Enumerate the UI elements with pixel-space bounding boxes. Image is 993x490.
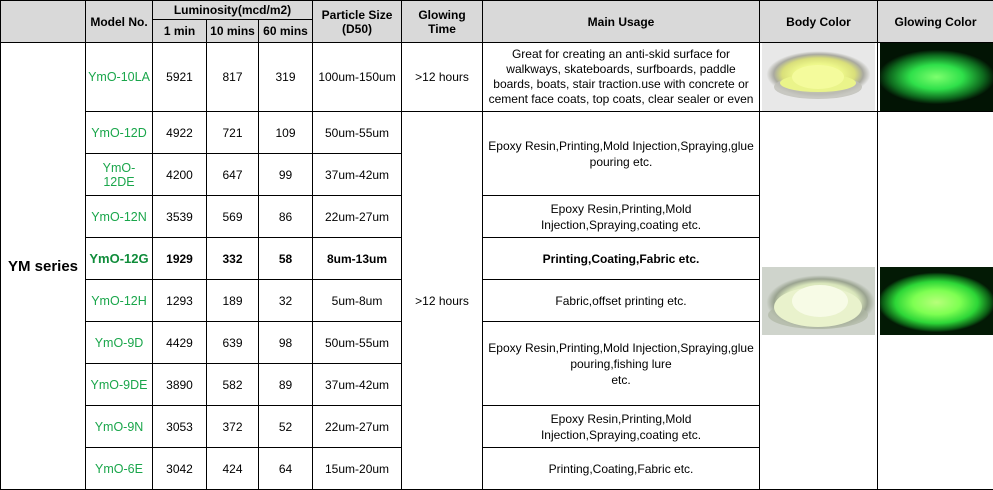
header-lum-60min: 60 mins <box>259 20 313 43</box>
model-cell: YmO-9D <box>86 322 153 364</box>
header-glowing-time: Glowing Time <box>402 1 483 43</box>
usage-cell: Epoxy Resin,Printing,Mold Injection,Spraying,coating etc. <box>483 196 760 238</box>
table-header <box>1 1 993 43</box>
glowing-color-cell-1 <box>878 43 993 112</box>
usage-cell: Great for creating an anti-skid surface for walkways, skateboards, surfboards, paddle boards, boats, stair traction.use with concrete or cement face coats, top coats, clear sealer or even <box>483 43 760 112</box>
header-lum-1min: 1 min <box>153 20 207 43</box>
header-luminosity: Luminosity(mcd/m2) <box>153 1 313 20</box>
lum-10min-cell: 639 <box>207 322 259 364</box>
lum-60min-cell: 52 <box>259 406 313 448</box>
table-row <box>1 43 993 112</box>
lum-1min-cell: 1929 <box>153 238 207 280</box>
usage-text: Epoxy Resin,Printing,Mold Injection,Spraying,glue pouring,fishing lure <box>488 340 754 371</box>
lum-1min-cell: 1293 <box>153 280 207 322</box>
particle-size-cell: 37um-42um <box>313 154 402 196</box>
glowing-color-photo-2 <box>880 267 993 335</box>
lum-1min-cell: 3539 <box>153 196 207 238</box>
model-cell: YmO-12DE <box>86 154 153 196</box>
glowing-color-cell-2 <box>878 112 993 490</box>
body-color-photo-1 <box>762 43 875 111</box>
model-cell: YmO-9N <box>86 406 153 448</box>
lum-10min-cell: 817 <box>207 43 259 112</box>
body-color-photo-2 <box>762 267 875 335</box>
lum-1min-cell: 3042 <box>153 448 207 490</box>
particle-size-cell: 50um-55um <box>313 322 402 364</box>
lum-1min-cell: 3053 <box>153 406 207 448</box>
lum-1min-cell: 4922 <box>153 112 207 154</box>
lum-1min-cell: 5921 <box>153 43 207 112</box>
lum-1min-cell: 4429 <box>153 322 207 364</box>
particle-size-cell: 8um-13um <box>313 238 402 280</box>
powder-pile-image <box>762 267 875 335</box>
particle-size-cell: 15um-20um <box>313 448 402 490</box>
usage-cell: Printing,Coating,Fabric etc. <box>483 238 760 280</box>
powder-dish-image <box>762 43 875 111</box>
lum-10min-cell: 721 <box>207 112 259 154</box>
lum-60min-cell: 99 <box>259 154 313 196</box>
lum-10min-cell: 424 <box>207 448 259 490</box>
model-cell: YmO-12G <box>86 238 153 280</box>
glowing-time-cell: >12 hours <box>402 112 483 490</box>
header-main-usage: Main Usage <box>483 1 760 43</box>
table-body <box>1 43 993 490</box>
lum-10min-cell: 582 <box>207 364 259 406</box>
header-particle-size-label: Particle Size <box>321 7 393 22</box>
lum-10min-cell: 372 <box>207 406 259 448</box>
lum-10min-cell: 647 <box>207 154 259 196</box>
body-color-cell-2 <box>760 112 878 490</box>
glowing-time-cell: >12 hours <box>402 43 483 112</box>
series-label: YM series <box>1 43 86 490</box>
particle-size-cell: 5um-8um <box>313 280 402 322</box>
usage-cell: Epoxy Resin,Printing,Mold Injection,Spraying,glue pouring etc. <box>483 112 760 196</box>
model-cell: YmO-12H <box>86 280 153 322</box>
particle-size-cell: 100um-150um <box>313 43 402 112</box>
model-cell: YmO-6E <box>86 448 153 490</box>
header-glowing-color: Glowing Color <box>878 1 993 43</box>
usage-cell: Epoxy Resin,Printing,Mold Injection,Spraying,coating etc. <box>483 406 760 448</box>
lum-60min-cell: 89 <box>259 364 313 406</box>
body-color-cell-1 <box>760 43 878 112</box>
model-cell: YmO-10LA <box>86 43 153 112</box>
lum-60min-cell: 64 <box>259 448 313 490</box>
particle-size-cell: 22um-27um <box>313 406 402 448</box>
header-model: Model No. <box>86 1 153 43</box>
lum-1min-cell: 3890 <box>153 364 207 406</box>
table-row <box>1 112 993 154</box>
lum-10min-cell: 569 <box>207 196 259 238</box>
usage-text-suffix: etc. <box>611 372 631 387</box>
usage-cell: Printing,Coating,Fabric etc. <box>483 448 760 490</box>
lum-60min-cell: 86 <box>259 196 313 238</box>
usage-cell: Fabric,offset printing etc. <box>483 280 760 322</box>
particle-size-cell: 50um-55um <box>313 112 402 154</box>
lum-60min-cell: 319 <box>259 43 313 112</box>
header-lum-10min: 10 mins <box>207 20 259 43</box>
lum-10min-cell: 189 <box>207 280 259 322</box>
model-cell: YmO-12N <box>86 196 153 238</box>
lum-60min-cell: 98 <box>259 322 313 364</box>
glowing-color-photo-1 <box>880 43 993 111</box>
lum-60min-cell: 109 <box>259 112 313 154</box>
lum-60min-cell: 32 <box>259 280 313 322</box>
header-particle-size-unit: (D50) <box>342 21 373 36</box>
header-particle-size <box>313 1 402 43</box>
header-blank <box>1 1 86 43</box>
particle-size-cell: 22um-27um <box>313 196 402 238</box>
lum-60min-cell: 58 <box>259 238 313 280</box>
lum-1min-cell: 4200 <box>153 154 207 196</box>
particle-size-cell: 37um-42um <box>313 364 402 406</box>
model-cell: YmO-12D <box>86 112 153 154</box>
header-body-color: Body Color <box>760 1 878 43</box>
usage-cell <box>483 322 760 406</box>
lum-10min-cell: 332 <box>207 238 259 280</box>
model-cell: YmO-9DE <box>86 364 153 406</box>
